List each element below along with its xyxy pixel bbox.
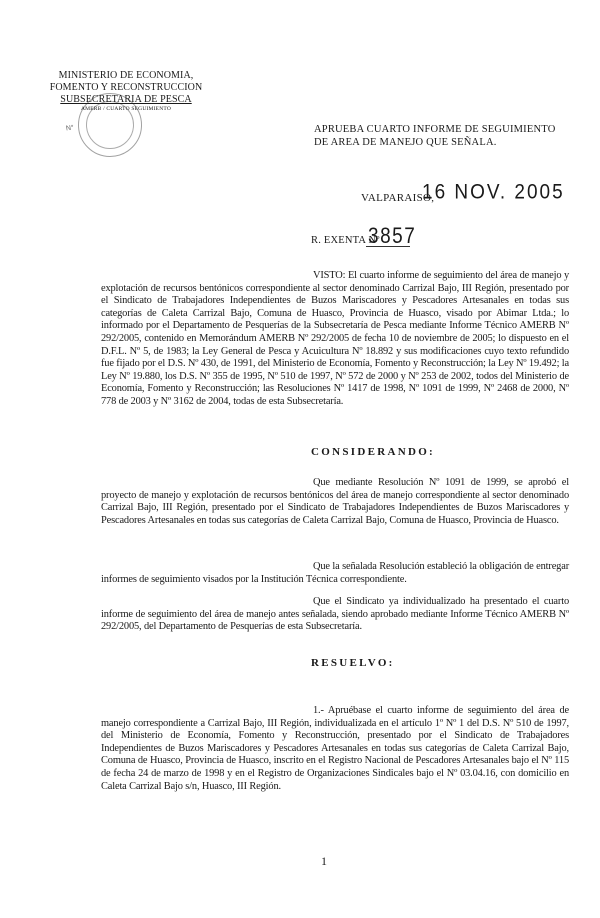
letterhead: [46, 70, 206, 113]
resuelvo-paragraph-1: 1.- Apruébase el cuarto informe de seguimiento del área de manejo correspondiente a Carrizal Bajo, III Región, individualizada en el artículo 1º Nº 1 del D.S. Nº 510 de 1997, del Ministerio de Economía, Fomento y Reconstrucción, presentado por el Sindicato de Trabajadores Independientes de Buzos Mariscadores y Pescadores Artesanales en todas sus categorías de Caleta Carrizal Bajo, Comuna de Huasco, Provincia de Huasco, inscrito en el Registro Nacional de Pescadores Artesanales bajo el Nº 115 de fecha 24 de marzo de 1998 y en el Registro de Organizaciones Sindicales bajo el Nº 03.04.16, con domicilio en Caleta Carrizal Bajo s/n, Huasco, III Región.: [101, 705, 569, 792]
letterhead-undersecretariat: SUBSECRETARIA DE PESCA: [60, 94, 192, 105]
document-subject: APRUEBA CUARTO INFORME DE SEGUIMIENTO DE AREA DE MANEJO QUE SEÑALA.: [314, 124, 556, 148]
visto-paragraph: VISTO: El cuarto informe de seguimiento del área de manejo y explotación de recursos bentónicos correspondiente al sector denominado Carrizal Bajo, III Región, presentado por el Sindicato de Trabajadores Independientes de Buzos Mariscadores y Pescadores Artesanales en todas sus categorías de Caleta Carrizal Bajo, Comuna de Huasco, Provincia de Huasco, visado por Abimar Ltda.; lo informado por el Departamento de Pesquerías de la Subsecretaría de Pesca mediante Informe Técnico AMERB Nº 292/2005, contenido en Memorándum AMERB Nº 292/2005 de fecha 10 de noviembre de 2005; lo dispuesto en el D.F.L. Nº 5, de 1983; la Ley General de Pesca y Acuicultura Nº 18.892 y sus modificaciones cuyo texto refundido fue fijado por el D.S. Nº 430, de 1991, del Ministerio de Economía, Fomento y Reconstrucción; la Ley Nº 19.492; la Ley Nº 19.880, los D.S. Nº 355 de 1995, Nº 510 de 1997, Nº 572 de 2000 y Nº 253 de 2002, todos del Ministerio de Economía, Fomento y Reconstrucción; las Resoluciones Nº 1417 de 1998, Nº 1091 de 1999, Nº 2468 de 2000, Nº 778 de 2003 y Nº 3162 de 2004, todas de esta Subsecretaría.: [101, 270, 569, 407]
issue-city: VALPARAISO,: [361, 192, 435, 204]
stamp-text: N°: [65, 124, 75, 133]
letterhead-ministry: MINISTERIO DE ECONOMIA,: [58, 70, 194, 81]
considerando-paragraph-3: Que el Sindicato ya individualizado ha presentado el cuarto informe de seguimiento del área de manejo antes señalada, siendo aprobado mediante Informe Técnico AMERB Nº 292/2005, del Departamento de Pesquerías de esta Subsecretaría.: [101, 596, 569, 633]
considerando-paragraph-1: Que mediante Resolución Nº 1091 de 1999, se aprobó el proyecto de manejo y explotación de recursos bentónicos del área de manejo correspondiente al sector denominado Carrizal Bajo, III Región, presentado por el Sindicato de Trabajadores Independientes de Buzos Mariscadores y Pescadores Artesanales en todas sus categorías de Caleta Carrizal Bajo, Comuna de Huasco, Provincia de Huasco.: [101, 477, 569, 526]
resolution-label: R. EXENTA Nº: [311, 235, 380, 246]
considerando-paragraph-2: Que la señalada Resolución estableció la obligación de entregar informes de seguimiento visados por la Institución Técnica correspondiente.: [101, 561, 569, 585]
letterhead-reference: AMERB / CUARTO SEGUIMIENTO: [80, 106, 172, 112]
resolution-number: 3857: [368, 224, 417, 249]
page-number: 1: [321, 854, 327, 868]
date-stamp: 16 NOV. 2005: [422, 180, 565, 204]
considerando-heading: CONSIDERANDO:: [311, 446, 436, 458]
letterhead-ministry-cont: FOMENTO Y RECONSTRUCCION: [49, 82, 203, 93]
resuelvo-heading: RESUELVO:: [311, 657, 395, 669]
